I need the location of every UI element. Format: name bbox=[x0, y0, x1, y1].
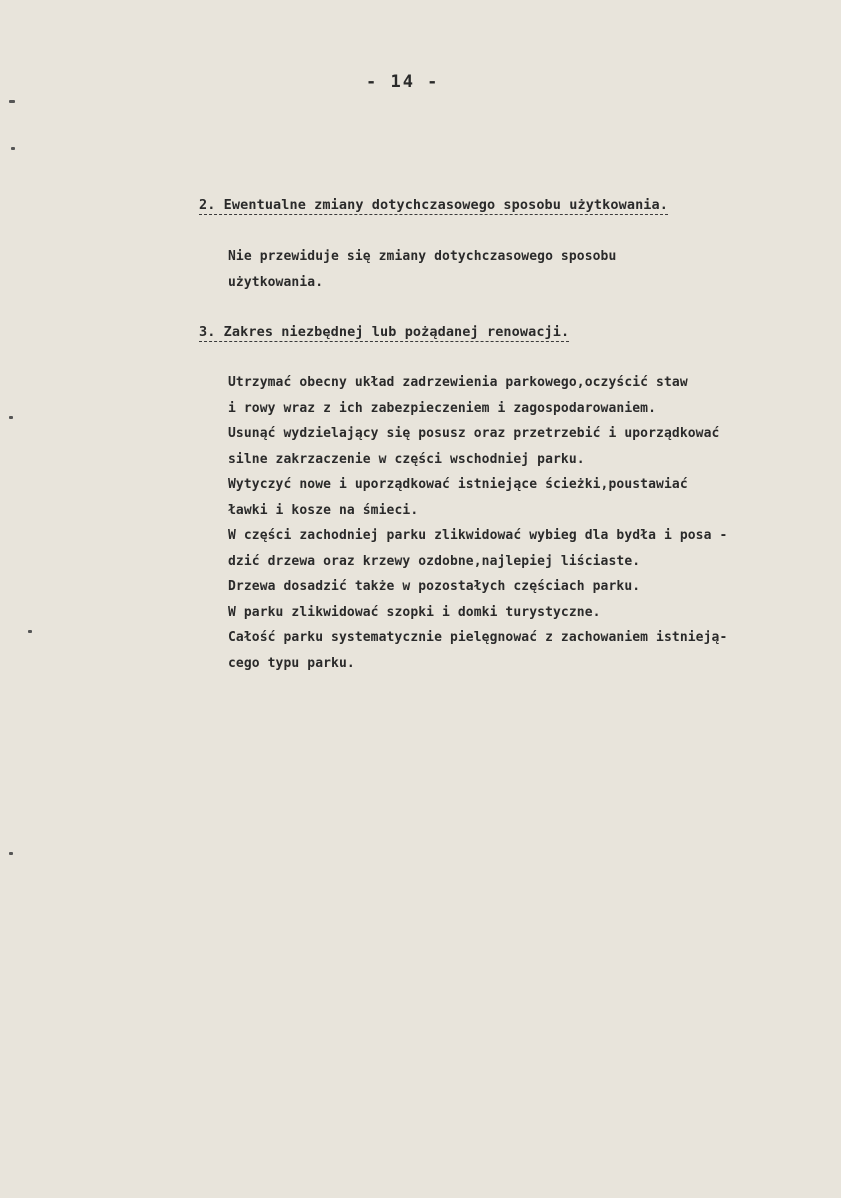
text-line: Drzewa dosadzić także w pozostałych częściach parku. bbox=[228, 579, 641, 594]
margin-mark bbox=[9, 852, 13, 855]
text-line: Całość parku systematycznie pielęgnować z zachowaniem istnieją- bbox=[228, 630, 728, 645]
margin-mark bbox=[9, 416, 13, 419]
text-line: Usunąć wydzielający się posusz oraz przetrzebić i uporządkować bbox=[228, 426, 720, 441]
text-line: ławki i kosze na śmieci. bbox=[228, 502, 419, 518]
text-line: silne zakrzaczenie w części wschodniej parku. bbox=[228, 451, 585, 467]
text-line: dzić drzewa oraz krzewy ozdobne,najlepiej liściaste. bbox=[228, 553, 641, 569]
section-heading-2: 2. Ewentualne zmiany dotychczasowego sposobu użytkowania. bbox=[199, 197, 668, 213]
margin-mark bbox=[9, 100, 15, 103]
text-line: Wytyczyć nowe i uporządkować istniejące ścieżki,poustawiać bbox=[228, 477, 688, 492]
margin-mark bbox=[28, 630, 32, 633]
text-line: i rowy wraz z ich zabezpieczeniem i zagospodarowaniem. bbox=[228, 400, 657, 416]
section-heading-3: 3. Zakres niezbędnej lub pożądanej renowacji. bbox=[199, 324, 570, 340]
text-line: cego typu parku. bbox=[228, 655, 355, 671]
text-line: W parku zlikwidować szopki i domki turystyczne. bbox=[228, 604, 601, 620]
text-line: Nie przewiduje się zmiany dotychczasowego sposobu bbox=[228, 249, 617, 264]
text-line: użytkowania. bbox=[228, 274, 324, 290]
text-line: W części zachodniej parku zlikwidować wybieg dla bydła i posa - bbox=[228, 528, 728, 543]
text-line: Utrzymać obecny układ zadrzewienia parkowego,oczyścić staw bbox=[228, 375, 688, 390]
section-body-2 bbox=[228, 244, 616, 295]
page-number: - 14 - bbox=[366, 72, 440, 92]
section-body-3 bbox=[228, 370, 727, 676]
margin-mark bbox=[11, 147, 15, 150]
